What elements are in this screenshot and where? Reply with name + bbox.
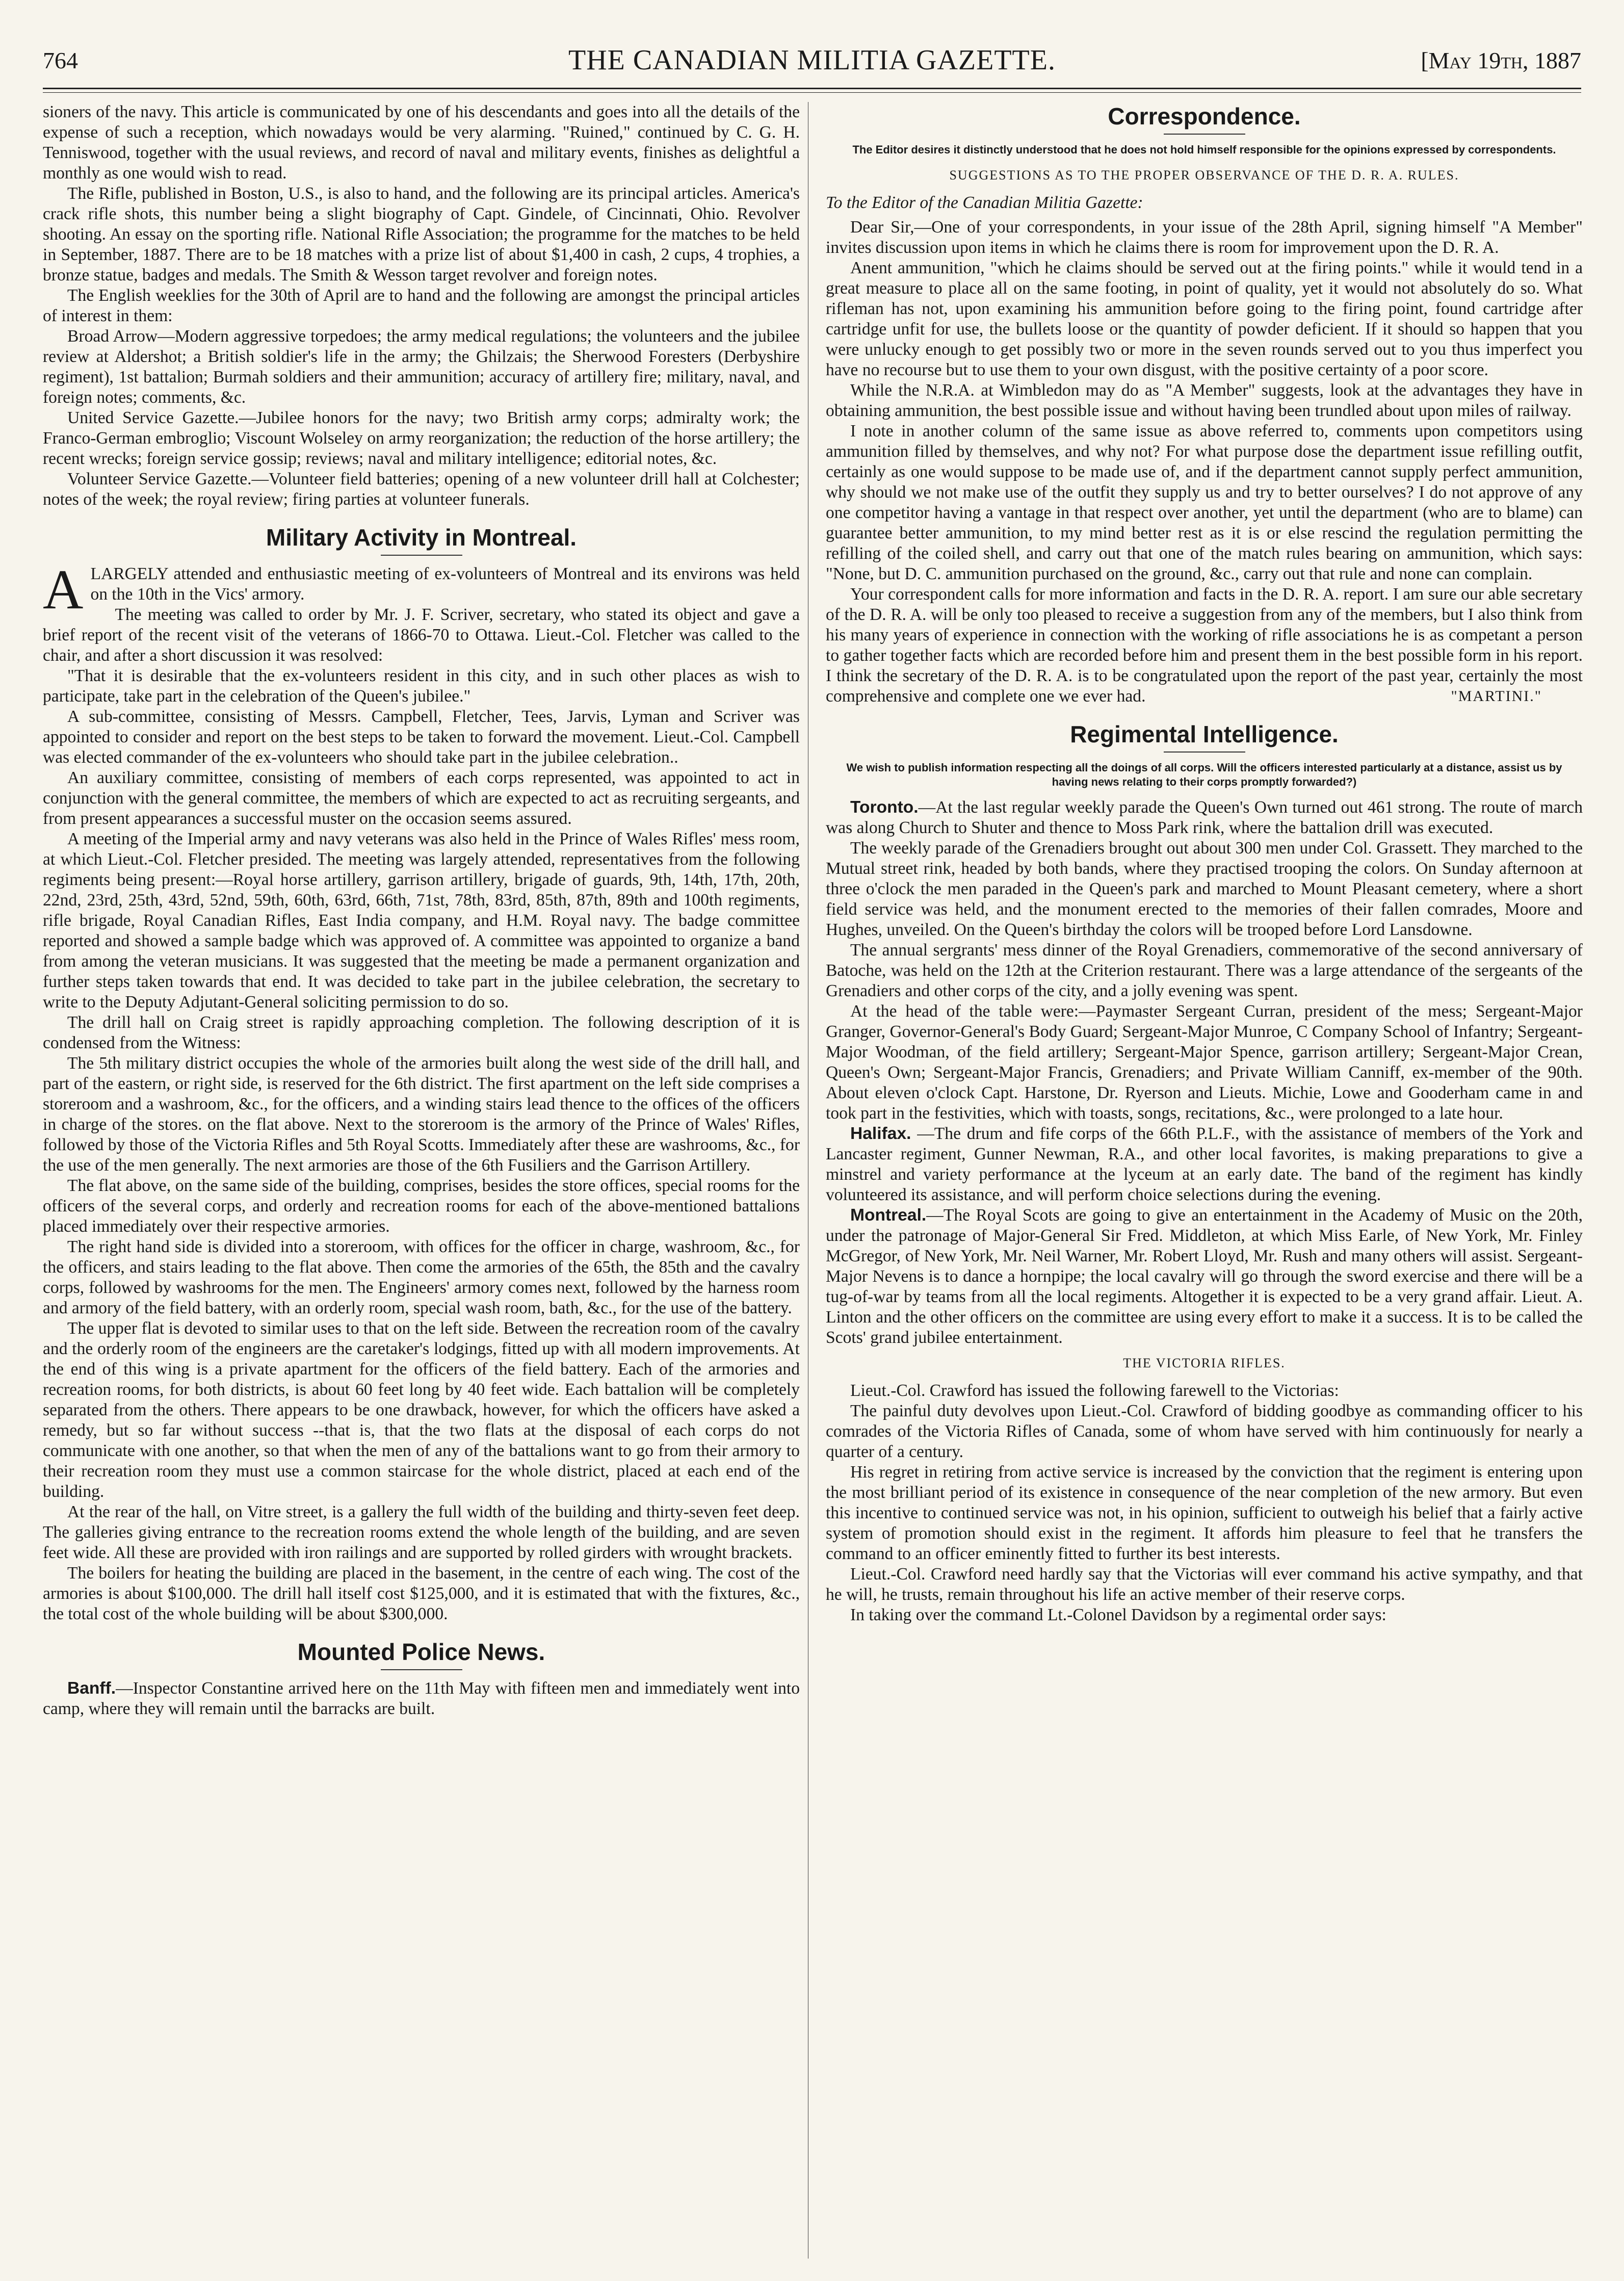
paragraph: A sub-committee, consisting of Messrs. Campbell, Fletcher, Tees, Jarvis, Lyman and Scriver was appointed to consider and report on the best steps to be taken to forward the movement. Lieut.-Col. Campbell was elected commander of the ex-volunteers who should take part in the jubilee celebration.. (43, 707, 800, 767)
paragraph (43, 1678, 800, 1719)
section-title-regimental: Regimental Intelligence. (1070, 721, 1339, 747)
page-number: 764 (43, 47, 78, 73)
section-title-police: Mounted Police News. (297, 1639, 545, 1665)
header-rule (43, 88, 1581, 89)
subsection-heading: THE VICTORIA RIFLES. (1123, 1356, 1286, 1370)
section-title-montreal: Military Activity in Montreal. (266, 524, 577, 551)
paragraph-text: —The Royal Scots are going to give an entertainment in the Academy of Music on the 20th, under the patronage of Major-General Sir Fred. Middleton, at which Miss Earle, of New York, Mr. Finley McGregor, of New York, Mr. Neil Warner, Mr. Robert Lloyd, Mr. Rush and many others will assist. Sergeant-Major Nevens is to dance a hornpipe; the local cavalry will go through the sword exercise and there will be a tug-of-war by teams from all the local regiments. Altogether it is expected to be a very grand affair. Lieut. A. Linton and the other officers on the committee are using every effort to make it a success. It is to be called the Scots' grand jubilee entertainment. (826, 1206, 1583, 1347)
left-column (43, 102, 800, 1719)
header-rule-thin (43, 92, 1581, 93)
paragraph: The drill hall on Craig street is rapidly approaching completion. The following description of it is condensed from the Witness: (43, 1013, 800, 1052)
paragraph: The English weeklies for the 30th of April are to hand and the following are amongst the principal articles of interest in them: (43, 286, 800, 325)
paragraph: While the N.R.A. at Wimbledon may do as "A Member" suggests, look at the advantages they have in obtaining ammunition, the best possible issue and without having been trundled about upon miles of railway. (826, 381, 1583, 420)
paragraph: I note in another column of the same issue as above referred to, comments upon competitors using ammunition filled by themselves, and why not? For what purpose dose the department issue refilling outfit, certainly as one would suppose to be made use of, and if the department cannot supply perfect ammunition, why should we not make use of the outfit they supply us and try to better ourselves? I do not approve of any one competitor having a vantage in that respect over another, yet until the department (who are to blame) can guarantee better ammunition, to my mind better rest as it is or else rescind the regulation permitting the refilling of the coiled shell, and carry out that one of the match rules bearing on ammunition, which says: "None, but D. C. ammunition purchased on the ground, &c., carry out that rule and none can complain. (826, 422, 1583, 583)
place-lead: Banff. (67, 1679, 116, 1698)
paragraph: Your correspondent calls for more information and facts in the D. R. A. report. I am sure our able secretary of the D. R. A. will be only too pleased to receive a suggestion from any of the members, but I also think from his many years of experience in connection with the working of rifle associations he is as competant a person to gather together facts which are recorded before him and present them in the best possible form in his report. I think the secretary of the D. R. A. is to be congratulated upon the report of the past year, certainly the most comprehensive and complete one we ever had. (826, 585, 1583, 706)
paragraph: Broad Arrow—Modern aggressive torpedoes; the army medical regulations; the volunteers and the jubilee review at Aldershot; a British soldier's life in the army; the Ghilzais; the Sherwood Foresters (Derbyshire regiment), 1st battalion; Burmah soldiers and their ammunition; accuracy of artillery fire; military, naval, and foreign notes; comments, &c. (43, 327, 800, 407)
drop-cap: A (43, 558, 84, 620)
paragraph: His regret in retiring from active service is increased by the conviction that the regiment is entering upon the most brilliant period of its existence in consequence of the near completion of the new armory. But even this incentive to continued service was not, in his opinion, sufficient to outweigh his belief that a fairly active system of promotion should exist in the regiment. It affords him pleasure to feel that he transfers the command to an officer eminently fitted to further its best interests. (826, 1463, 1583, 1563)
newspaper-title: THE CANADIAN MILITIA GAZETTE. (568, 44, 1056, 76)
paragraph: The painful duty devolves upon Lieut.-Col. Crawford of bidding goodbye as commanding officer to his comrades of the Victoria Rifles of Canada, some of whom have served with him continuously for nearly a quarter of a century. (826, 1402, 1583, 1461)
paragraph: The boilers for heating the building are placed in the basement, in the centre of each wing. The cost of the armories is about $100,000. The drill hall itself cost $125,000, and it is estimated that with the fixtures, &c., the total cost of the whole building will be about $300,000. (43, 1564, 800, 1623)
page-header (43, 44, 1581, 83)
section-title-correspondence: Correspondence. (1108, 103, 1301, 129)
paragraph (826, 1124, 1583, 1205)
paragraph: United Service Gazette.—Jubilee honors for the navy; two British army corps; admiralty work; the Franco-German embroglio; Viscount Wolseley on army reorganization; the reduction of the horse artillery; the recent wrecks; foreign service gossip; reviews; naval and military intelligence; editorial notes, &c. (43, 408, 800, 468)
paragraph (826, 1205, 1583, 1348)
paragraph-text: —At the last regular weekly parade the Queen's Own turned out 461 strong. The route of march was along Church to Shuter and thence to Moss Park rink, where the battalion drill was executed. (826, 798, 1583, 837)
place-lead: Halifax. (850, 1124, 911, 1143)
salutation: To the Editor of the Canadian Militia Gazette: (826, 193, 1143, 212)
signature: "MARTINI." (1451, 688, 1542, 705)
paragraph-text: —Inspector Constantine arrived here on the 11th May with fifteen men and immediately went into camp, where they will remain until the barracks are built. (43, 1679, 800, 1718)
paragraph-text: —The drum and fife corps of the 66th P.L.F., with the assistance of members of the York and Lancaster regiment, Gunner Newman, R.A., and other local favorites, is making preparations to give a minstrel and variety performance at the lyceum at an early date. The band of the regiment has kindly volunteered its assistance, and will perform choice selections during the evening. (826, 1124, 1583, 1204)
paragraph: The upper flat is devoted to similar uses to that on the left side. Between the recreation room of the cavalry and the orderly room of the engineers are the caretaker's lodgings, fitted up with all modern improvements. At the end of this wing is a private apartment for the officers of the field battery. Each of the armories and recreation rooms, for both districts, is about 60 feet long by 40 feet wide. Each battalion will be completely separated from the others. There appears to be one drawback, however, for which the officers have asked a remedy, but so far without success --that is, that the two flats at the disposal of each corps do not communicate with one another, so that when the men of any of the battalions want to go from their armory to their recreation room they must use a common staircase for the whole district, placed at each end of the building. (43, 1319, 800, 1501)
issue-date: [May 19th, 1887 (1421, 47, 1581, 73)
place-lead: Toronto. (850, 798, 919, 817)
paragraph: "That it is desirable that the ex-volunteers resident in this city, and in such other places as wish to participate, take part in the celebration of the Queen's jubilee." (43, 666, 800, 706)
place-lead: Montreal. (850, 1206, 927, 1225)
paragraph: At the head of the table were:—Paymaster Sergeant Curran, president of the mess; Sergeant-Major Granger, Governor-General's Body Guard; Sergeant-Major Munroe, C Company School of Infantry; Sergeant-Major Woodman, of the field artillery; Sergeant-Major Spence, garrison artillery; Sergeant-Major Crean, Queen's Own; Sergeant-Major Francis, Grenadiers; and Private William Canniff, ex-member of the 90th. About eleven o'clock Capt. Harstone, Dr. Ryerson and Lieuts. Michie, Lowe and Gooderham came in and took part in the festivities, which with toasts, songs, recitations, &c., were prolonged to a late hour. (826, 1002, 1583, 1123)
paragraph: The flat above, on the same side of the building, comprises, besides the store offices, special rooms for the officers of the several corps, and orderly and recreation rooms for each of the above-mentioned battalions placed immediately over their respective armories. (43, 1176, 800, 1236)
title-rule (381, 1669, 462, 1670)
paragraph: Dear Sir,—One of your correspondents, in your issue of the 28th April, signing himself "A Member" invites discussion upon items in which he claims there is room for improvement upon the D. R. A. (826, 218, 1583, 257)
paragraph: The Rifle, published in Boston, U.S., is also to hand, and the following are its principal articles. America's crack rifle shots, this number being a slight biography of Capt. Gindele, of Cincinnati, Ohio. Revolver shooting. An essay on the sporting rifle. National Rifle Association; the programme for the matches to be held in September, 1887. There are to be 18 matches with a prize list of about $1,400 in cash, 2 cups, 4 trophies, a bronze statue, badges and medals. The Smith & Wesson target revolver and foreign notes. (43, 184, 800, 284)
paragraph-text: LARGELY attended and enthusiastic meeting of ex-volunteers of Montreal and its environs was held on the 10th in the Vics' armory. (90, 564, 800, 604)
editor-note: We wish to publish information respecting all the doings of all corps. Will the officers interested particularly at a distance, assist us by having news relating to their corps promptly forwarded?) (846, 761, 1562, 788)
paragraph: Lieut.-Col. Crawford has issued the following farewell to the Victorias: (850, 1381, 1339, 1400)
paragraph: The annual sergrants' mess dinner of the Royal Grenadiers, commemorative of the second anniversary of Batoche, was held on the 12th at the Criterion restaurant. There was a large attendance of the sergeants of the Grenadiers and other corps of the city, and a jolly evening was spent. (826, 941, 1583, 1000)
paragraph: Volunteer Service Gazette.—Volunteer field batteries; opening of a new volunteer drill hall at Colchester; notes of the week; the royal review; firing parties at volunteer funerals. (43, 470, 800, 509)
title-rule (1164, 751, 1245, 753)
paragraph: The right hand side is divided into a storeroom, with offices for the officer in charge, washroom, &c., for the officers, and stairs leading to the flat above. Then come the armories of the 65th, the 85th and the cavalry corps, followed by washrooms for the men. The Engineers' armory comes next, followed by the harness room and armory of the field battery, with an orderly room, special wash room, bath, &c., for the use of the battery. (43, 1237, 800, 1317)
title-rule (1164, 134, 1245, 135)
paragraph: sioners of the navy. This article is communicated by one of his descendants and goes into all the details of the expense of such a reception, which nowadays would be very alarming. "Ruined," continued by C. G. H. Tenniswood, together with the usual reviews, and record of naval and military events, finishes as delightful a monthly as one would wish to read. (43, 102, 800, 183)
paragraph (826, 797, 1583, 838)
paragraph: The 5th military district occupies the whole of the armories built along the west side of the drill hall, and part of the eastern, or right side, is reserved for the 6th district. The first apartment on the left side comprises a storeroom and a washroom, &c., for the officers, and a winding stairs lead thence to the offices of the officers in charge of the stores. on the flat above. Next to the storeroom is the armory of the Prince of Wales' Rifles, followed by those of the Victoria Rifles and 5th Royal Scotts. Immediately after these are washrooms, &c., for the use of the men generally. The next armories are those of the 6th Fusiliers and the Garrison Artillery. (43, 1054, 800, 1175)
right-column (826, 102, 1583, 1625)
letter-heading: SUGGESTIONS AS TO THE PROPER OBSERVANCE OF THE D. R. A. RULES. (949, 168, 1459, 183)
paragraph (43, 558, 800, 620)
paragraph: An auxiliary committee, consisting of members of each corps represented, was appointed to act in conjunction with the general committee, the members of which are expected to act as recruiting sergeants, and from present appearances a successful muster on the occasion seems assured. (43, 768, 800, 828)
paragraph: The weekly parade of the Grenadiers brought out about 300 men under Col. Grassett. They marched to the Mutual street rink, headed by both bands, where they practised trooping the colors. On Sunday afternoon at three o'clock the men paraded in the Queen's park and marched to Mount Pleasant cemetery, where a short field service was held, and the monument erected to the memories of their fallen comrades, Moore and Hughes, unveiled. On the Queen's birthday the colors will be trooped before Lord Lansdowne. (826, 839, 1583, 939)
paragraph: Lieut.-Col. Crawford need hardly say that the Victorias will ever command his active sympathy, and that he will, he trusts, remain throughout his life an active member of their reserve corps. (826, 1565, 1583, 1604)
paragraph: In taking over the command Lt.-Colonel Davidson by a regimental order says: (850, 1605, 1386, 1624)
editor-note: The Editor desires it distinctly understood that he does not hold himself responsible for the opinions expressed by correspondents. (852, 143, 1556, 156)
paragraph: At the rear of the hall, on Vitre street, is a gallery the full width of the building and thirty-seven feet deep. The galleries giving entrance to the recreation rooms extend the whole length of the building, and are seven feet wide. All these are provided with iron railings and are supported by rolled girders with wrought brackets. (43, 1502, 800, 1562)
paragraph: The meeting was called to order by Mr. J. F. Scriver, secretary, who stated its object and gave a brief report of the recent visit of the veterans of 1866-70 to Ottawa. Lieut.-Col. Fletcher was called to the chair, and after a short discussion it was resolved: (43, 605, 800, 665)
paragraph: Anent ammunition, "which he claims should be served out at the firing points." while it would tend in a great measure to place all on the same footing, in point of quality, yet it would not absolutely do so. What rifleman has not, upon examining his ammunition before going to the firing point, found cartridge after cartridge unfit for use, the bullets loose or the quantity of powder deficient. If it should so happen that you were unlucky enough to get possibly two or more in the seven rounds served out to you thus imperfect you have no recourse but to use them to your own disgust, with the positive certainty of a poor score. (826, 258, 1583, 379)
paragraph: A meeting of the Imperial army and navy veterans was also held in the Prince of Wales Rifles' mess room, at which Lieut.-Col. Fletcher presided. The meeting was largely attended, representatives from the following regiments being present:—Royal horse artillery, garrison artillery, brigade of guards, 9th, 14th, 17th, 20th, 22nd, 23rd, 25th, 43rd, 52nd, 59th, 60th, 63rd, 66th, 71st, 78th, 83rd, 85th, 87th, 89th and 100th regiments, rifle brigade, Royal Canadian Rifles, East India company, and H.M. Royal navy. The badge committee reported and showed a sample badge which was approved of. A committee was appointed to organize a band from among the veteran musicians. It was suggested that the meeting be made a permanent organization and further steps taken towards that end. It was decided to take part in the jubilee celebration, the secretary to write to the Deputy Adjutant-General soliciting permission to do so. (43, 830, 800, 1012)
title-rule (381, 555, 462, 556)
